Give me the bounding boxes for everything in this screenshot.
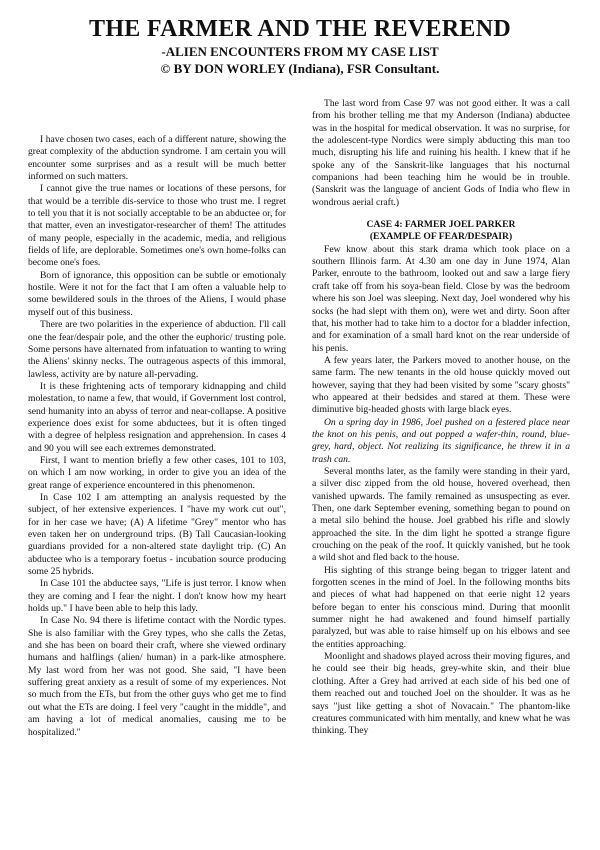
case-heading-line: (EXAMPLE OF FEAR/DESPAIR) xyxy=(369,231,513,243)
paragraph: Several months later, as the family were standing in their yard, a silver disc zipped from the old house, hovered overhead, then vanished upwards. The family remained as unsuspecting as ever. Then, one dark September evening, something began to pound on a metal silo behind the house. Joel grabbed his rifle and slowly approached the site. In the dim light he spotted a strange figure crouching on the peak of the roof. It quickly vanished, but he took a wild shot and fled back to the house. xyxy=(312,465,570,564)
right-column xyxy=(312,98,570,738)
paragraph: It is these frightening acts of temporary kidnapping and child molestation, to name a few, that would, if Government lost control, send humanity into an abyss of terror and near-collapse. A positive experience does exist for some abductees, but it is often tinged with a degree of helpless resignation and apprehension. In cases 4 and 90 you will see each extremes demonstrated. xyxy=(28,380,286,454)
paragraph: In Case 101 the abductee says, "Life is just terror. I know when they are coming and I fear the night. I don't know how my heart holds up." I have been able to help this lady. xyxy=(28,578,286,615)
paragraph: Moonlight and shadows played across their moving figures, and he could see their big heads, grey-white skin, and their blue clothing. After a Grey had arrived at each side of his bed one of them reached out and touched Joel on the shoulder. It was as he says "just like getting a shot of Novacain." The phantom-like creatures communicated with him mentally, and knew what he was thinking. They xyxy=(312,651,570,737)
article-byline: © BY DON WORLEY (Indiana), FSR Consultant. xyxy=(160,61,440,76)
paragraph: A few years later, the Parkers moved to another house, on the same farm. The new tenants in the old house quickly moved out however, saying that they had been visited by some "scary ghosts" who appeared at their bedsides and stared at them. These were diminutive big-headed ghosts with large black eyes. xyxy=(312,354,570,416)
article-subtitle: -ALIEN ENCOUNTERS FROM MY CASE LIST xyxy=(161,44,439,59)
article-title: THE FARMER AND THE REVEREND xyxy=(89,16,511,42)
paragraph: Few know about this stark drama which took place on a southern Illinois farm. At 4.30 am one day in June 1974, Alan Parker, enroute to the bathroom, looked out and saw a large fiery craft take off from his soya-bean field. Close by was the bedroom where his son Joel was sleeping. Next day, Joel wondered why his socks (he had slept with them on), were wet and dirty. Soon after that, his mother had to take him to a doctor for a bladder infection, and for examination of a small hard knot on the rear underside of his penis. xyxy=(312,243,570,354)
paragraph: There are two polarities in the experience of abduction. I'll call one the fear/despair pole, and the other the euphoric/ trusting pole. Some persons have alternated from infatuation to wanting to wring the Aliens' skinny necks. The outrageous aspects of this immoral, lawless, activity are by nature all-pervading. xyxy=(28,319,286,380)
paragraph: First, I want to mention briefly a few other cases, 101 to 103, on which I am now working, in order to give you an idea of the great range of experience encountered in this phenomenon. xyxy=(28,454,286,491)
left-column xyxy=(28,134,286,739)
case-heading xyxy=(312,219,570,244)
italic-paragraph: On a spring day in 1986, Joel pushed on a festered place near the knot on his penis, and out popped a wafer-thin, round, blue-grey, hard, object. Not realizing its significance, he threw it in a trash can. xyxy=(312,416,570,465)
paragraph: Born of ignorance, this opposition can be subtle or emotionaly hostile. Were it not for the fact that I am often a valuable help to some bewildered souls in the throes of the Aliens, I would phase myself out of this business. xyxy=(28,269,286,318)
paragraph: His sighting of this strange being began to trigger latent and forgotten scenes in the mind of Joel. In the following months bits and pieces of what had happened on that eerie night 12 years before began to enter his conscious mind. During that moonlit summer night he had awakened and found himself partially paralyzed, but was able to raise himself up on his elbows and see the entities approaching. xyxy=(312,564,570,650)
paragraph: In Case No. 94 there is lifetime contact with the Nordic types. She is also familiar with the Grey types, who she calls the Zetas, and she has been on board their craft, where she viewed ordinary humans and halflings (alien/ human) in a park-like atmosphere. My last word from her was not good. She said, "I have been suffering great anxiety as a result of some of my experiences. Not so much from the ETs, but from the other guys who get me to find out what the ETs are doing. I feel very "caught in the middle", and am having a lot of medical anomalies, causing me to be hospitalized." xyxy=(28,615,286,738)
case-heading-line: CASE 4: FARMER JOEL PARKER xyxy=(366,219,516,231)
paragraph: I have chosen two cases, each of a different nature, showing the great complexity of the abduction syndrome. I am certain you will encounter some surprises and as a result will be much better informed on such matters. xyxy=(28,134,286,183)
paragraph: In Case 102 I am attempting an analysis requested by the subject, of her extensive experiences. I "have my work cut out", for in her case we have; (A) A lifetime "Grey" mentor who has even taken her on underground trips. (B) Tall Caucasian-looking guardians provided for a non-altered state daylight trip. (C) An abductee who is a temporary foetus - incubation source producing some 25 hybrids. xyxy=(28,491,286,578)
paragraph: The last word from Case 97 was not good either. It was a call from his brother telling me that my Anderson (Indiana) abductee was in the hospital for medical observation. It was no surprise, for the adolescent-type Nordics were simply abducting this man too much, disrupting his life and ruining his health. I knew that if he spoke any of the Sanskrit-like languages that his nocturnal companions had been teaching him he would be in trouble. (Sanskrit was the language of ancient Gods of India who flew in wondrous aerial craft.) xyxy=(312,98,570,208)
paragraph: I cannot give the true names or locations of these persons, for that would be a terrible dis-service to those who trust me. I regret to tell you that it is not socially acceptable to be an abductee or, for that matter, even an investigator-researcher of them! The attitudes of many people, especially in the academic, media, and religious fields of life, are deplorable. Sometimes one's own home-folks can become one's foes. xyxy=(28,183,286,269)
